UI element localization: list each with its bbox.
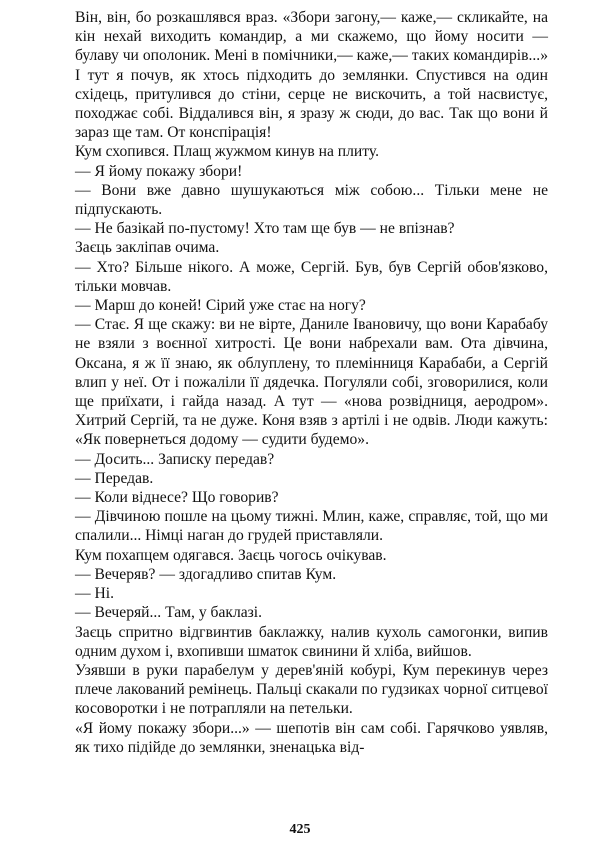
paragraph: — Коли віднесе? Що говорив? xyxy=(75,489,279,507)
paragraph: — Вечеряв? — здогадливо спитав Кум. xyxy=(75,565,337,583)
paragraph: «Я йому покажу збори...» — шепотів він сам собі. Гарячково уявляв, як тихо підійде до землянки, зненацька від- xyxy=(75,719,548,756)
paragraph: — Досить... Записку передав? xyxy=(75,450,275,468)
paragraph: — Вечеряй... Там, у баклазі. xyxy=(75,604,263,622)
paragraph: — Хто? Більше нікого. А може, Сергій. Був, був Сергій обов'язково, тільки мовчав. xyxy=(75,258,548,295)
page-text xyxy=(75,8,548,757)
paragraph: — Вони вже давно шушукаються між собою... Тільки мене не підпускають. xyxy=(75,181,548,219)
paragraph: Кум похапцем одягався. Заєць чогось очікував. xyxy=(75,546,387,564)
paragraph: — Передав. xyxy=(75,469,154,487)
paragraph: — Не базікай по-пустому! Хто там ще був — не впізнав? xyxy=(75,220,455,238)
paragraph: Кум схопився. Плащ жужмом кинув на плиту. xyxy=(75,143,380,161)
paragraph: Узявши в руки парабелум у дерев'яній кобурі, Кум перекинув через плече лакований ремінець. Пальці скакали по гудзиках чорної ситцевої косоворотки і не потрапляли на петельки. xyxy=(75,661,548,718)
paragraph: Він, він, бо розкашлявся враз. «Збори загону,— каже,— скликайте, на кін нехай виходить командир, а ми скажемо, що йому носити — булаву чи ополоник. Мені в помічники,— каже,— таких командирів...» І тут я почув, як хтось підходить до землянки. Спустився на один східець, притулився до стіни, серце не вискочить, а той насвистує, походжає собі. Віддалився він, я зразу ж сюди, до вас. Так що вони й зараз ще там. От конспірація! xyxy=(75,9,548,142)
paragraph: — Я йому покажу збори! xyxy=(75,162,243,180)
paragraph: — Стає. Я ще скажу: ви не вірте, Даниле Івановичу, що вони Карабабу не взяли з воєнної хитрості. Це вони набрехали вам. Ота дівчина, Оксана, я ж її знаю, як облуплену, то племінниця Карабаби, а Сергій влип у неї. От і пожаліли її дядечка. Погуляли собі, зговорилися, коли ще приїхати, і гайда назад. А тут — «нова розвідниця, аеродром». Хитрий Сергій, та не дуже. Коня взяв з артілі і не одвів. Люди кажуть: «Як повернеться додому — судити будемо». xyxy=(75,316,548,449)
page-number: 425 xyxy=(289,822,311,837)
paragraph: — Ні. xyxy=(75,585,114,603)
paragraph: — Марш до коней! Сірий уже стає на ногу? xyxy=(75,297,366,315)
paragraph: — Дівчиною пошле на цьому тижні. Млин, каже, справляє, той, що ми спалили... Німці наган до грудей приставляли. xyxy=(75,508,548,545)
paragraph: Заєць закліпав очима. xyxy=(75,239,220,257)
paragraph: Заєць спритно відгвинтив баклажку, налив кухоль самогонки, випив одним духом і, вхопивши шматок свинини й хліба, вийшов. xyxy=(75,623,548,660)
